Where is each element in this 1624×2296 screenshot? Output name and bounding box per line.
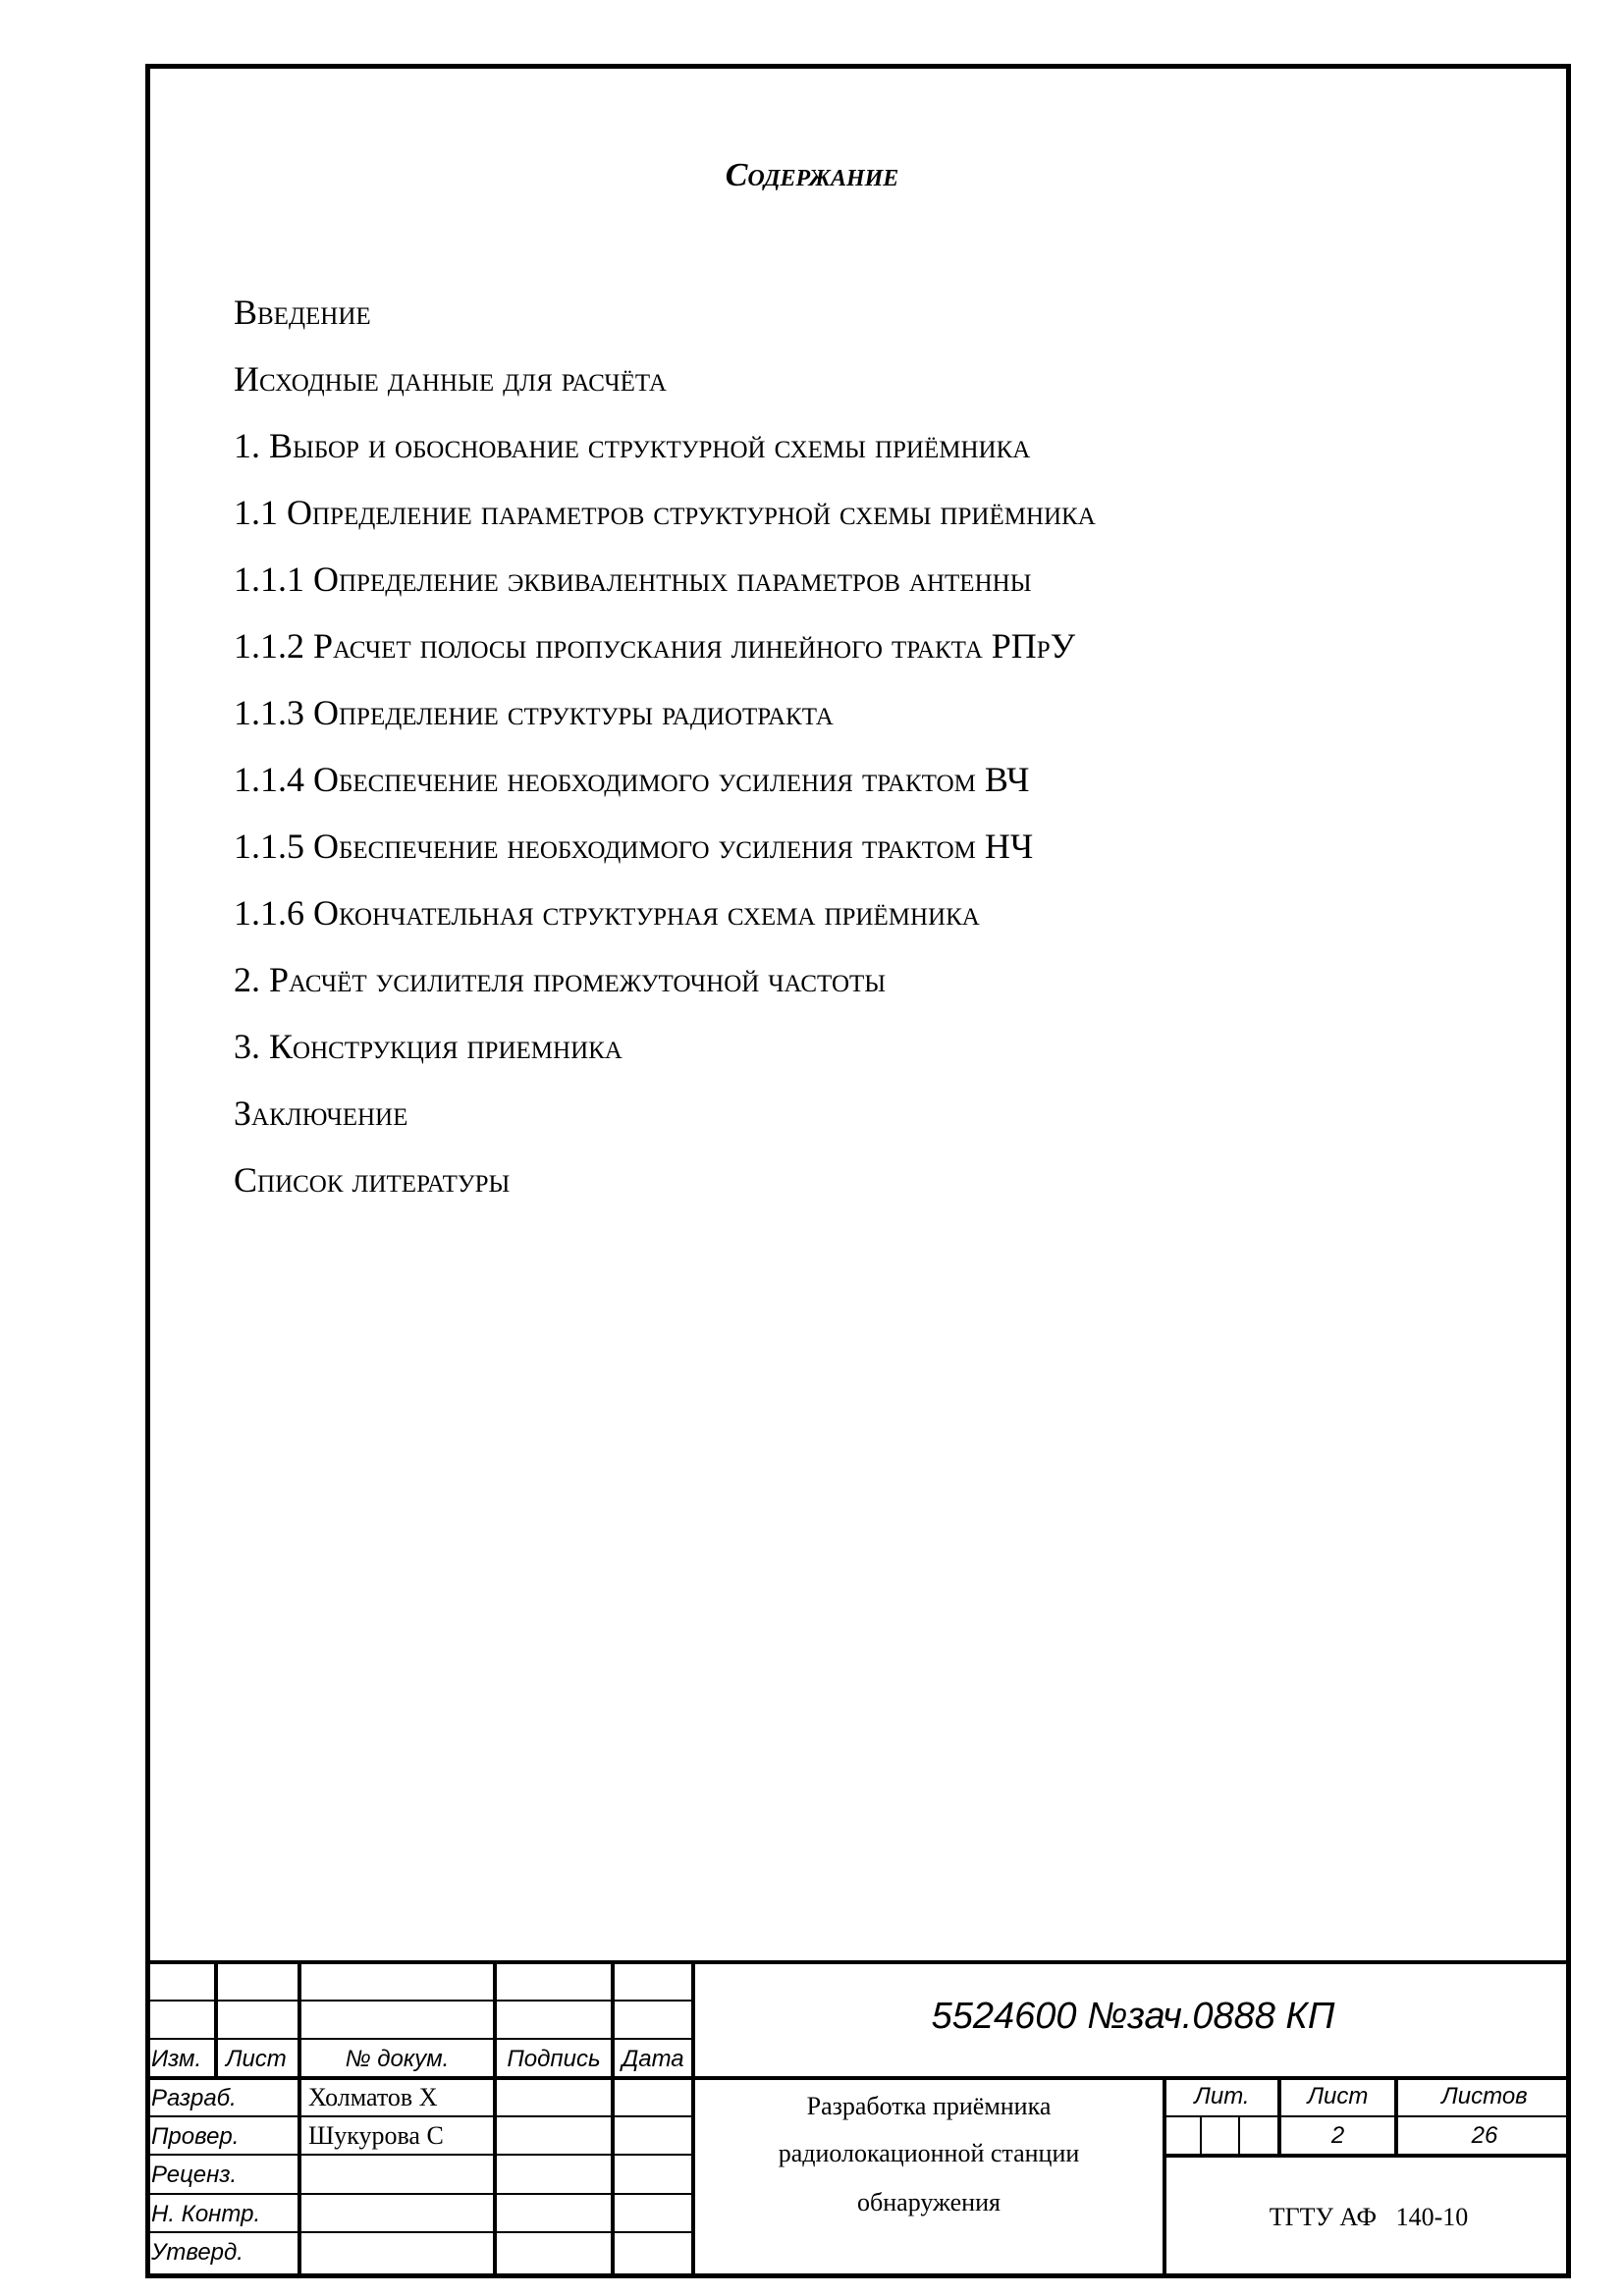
- stamp-line: [1200, 2115, 1202, 2155]
- sheet-number: 2: [1330, 2122, 1345, 2149]
- toc-item: 1. Выбор и обоснование структурной схемы приёмника: [234, 426, 1031, 465]
- developer-name: Холматов Х: [308, 2083, 438, 2111]
- table-of-contents: [234, 287, 1096, 1221]
- role-n-kontr: Н. Контр.: [151, 2201, 261, 2227]
- project-title-line: Разработка приёмника: [806, 2092, 1052, 2120]
- stamp-line: [493, 1960, 497, 2278]
- header-n-dokum: № докум.: [345, 2046, 450, 2072]
- title-block: [145, 1960, 1571, 2278]
- role-recenz: Реценз.: [151, 2162, 238, 2188]
- role-utverd: Утверд.: [151, 2239, 244, 2266]
- toc-item: 1.1 Определение параметров структурной схемы приёмника: [234, 493, 1096, 532]
- stamp-line: [145, 1960, 1571, 1964]
- role-razrab: Разраб.: [151, 2085, 237, 2111]
- toc-item: 2. Расчёт усилителя промежуточной частоты: [234, 960, 887, 999]
- header-podpis: Подпись: [507, 2046, 601, 2072]
- header-izm: Изм.: [151, 2046, 202, 2072]
- sheets-count: 26: [1471, 2122, 1498, 2149]
- document-code: 5524600 №зач.0888 КП: [931, 1996, 1335, 2037]
- toc-item: Список литературы: [234, 1160, 511, 1200]
- toc-item: Заключение: [234, 1094, 408, 1133]
- lit-label: Лит.: [1194, 2083, 1250, 2109]
- toc-item: Исходные данные для расчёта: [234, 359, 667, 399]
- project-title-line: радиолокационной станции: [778, 2139, 1080, 2167]
- page-title: Содержание: [725, 157, 899, 193]
- toc-item: 1.1.2 Расчет полосы пропускания линейного тракта РПрУ: [234, 626, 1076, 666]
- stamp-line: [298, 1960, 301, 2278]
- organization-code: ТГТУ АФ 140-10: [1269, 2203, 1469, 2231]
- role-prover: Провер.: [151, 2123, 240, 2150]
- stamp-line: [1163, 2154, 1571, 2158]
- header-list: Лист: [226, 2046, 287, 2072]
- stamp-line: [1163, 2115, 1571, 2117]
- toc-item: 1.1.3 Определение структуры радиотракта: [234, 693, 834, 732]
- toc-item: 3. Конструкция приемника: [234, 1027, 623, 1066]
- stamp-line: [214, 1960, 218, 2076]
- checker-name: Шукурова С: [308, 2121, 444, 2150]
- toc-item: 1.1.1 Определение эквивалентных параметров антенны: [234, 560, 1032, 599]
- sheets-label: Листов: [1441, 2083, 1528, 2109]
- toc-item: Введение: [234, 293, 371, 332]
- sheet-label: Лист: [1307, 2083, 1369, 2109]
- toc-item: 1.1.5 Обеспечение необходимого усиления трактом НЧ: [234, 827, 1034, 866]
- stamp-line: [611, 1960, 615, 2278]
- stamp-line: [1238, 2115, 1240, 2155]
- toc-item: 1.1.6 Окончательная структурная схема приёмника: [234, 893, 980, 933]
- header-data: Дата: [622, 2046, 684, 2072]
- toc-item: 1.1.4 Обеспечение необходимого усиления трактом ВЧ: [234, 760, 1030, 799]
- stamp-line: [145, 2076, 1571, 2080]
- project-title-line: обнаружения: [857, 2188, 1001, 2216]
